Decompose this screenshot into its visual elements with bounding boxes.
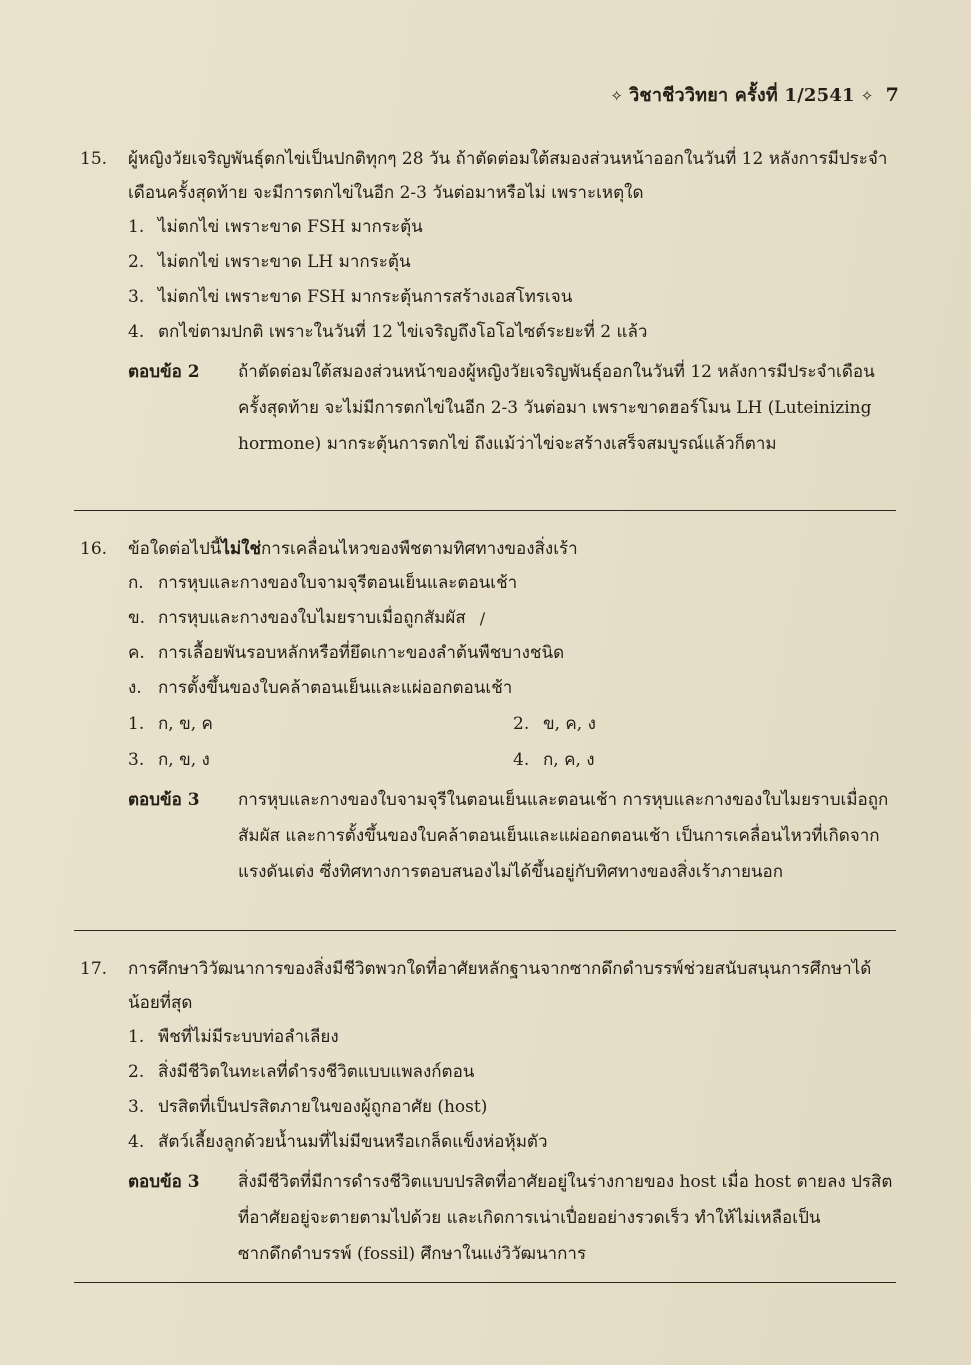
question-stem [80,532,895,566]
question-text: การศึกษาวิวัฒนาการของสิ่งมีชีวิตพวกใดที่อาศัยหลักฐานจากซากดึกดำบรรพ์ช่วยสนับสนุนการศึกษาได้น้อยที่สุด [128,959,872,1013]
choice-item [128,280,895,315]
choice-item [128,1125,895,1160]
question-stem [80,952,895,1020]
answer-explanation [128,782,895,890]
choice-text: พืชที่ไม่มีระบบท่อลำเลียง [158,1027,339,1047]
choice-item [128,742,513,778]
choice-item [513,742,813,778]
choice-text: ก, ข, ง [158,750,210,770]
answer-text: สิ่งมีชีวิตที่มีการดำรงชีวิตแบบปรสิตที่อาศัยอยู่ในร่างกายของ host เมื่อ host ตายลง ปรสิตที่อาศัยอยู่จะตายตามไปด้วย และเกิดการเน่าเปื่อยอย่างรวดเร็ว ทำให้ไม่เหลือเป็นซากดึกดำบรรพ์ (fossil) ศึกษาในแง่วิวัฒนาการ [238,1172,893,1264]
answer-text: การหุบและกางของใบจามจุรีในตอนเย็นและตอนเช้า การหุบและกางของใบไมยราบเมื่อถูกสัมผัส และการตั้งขึ้นของใบคล้าตอนเย็นและแผ่ออกตอนเช้า เป็นการเคลื่อนไหวที่เกิดจากแรงดันเต่ง ซึ่งทิศทางการตอบสนองไม่ได้ขึ้นอยู่กับทิศทางของสิ่งเร้าภายนอก [238,790,889,882]
choice-item [128,1020,895,1055]
choice-text: ตกไข่ตามปกติ เพราะในวันที่ 12 ไข่เจริญถึงโอโอไซต์ระยะที่ 2 แล้ว [158,322,648,342]
choice-number: 2. [128,1062,145,1082]
running-header [604,80,899,109]
choice-number: 2. [128,252,145,272]
question-number: 17. [80,959,108,979]
question-number: 15. [80,149,108,169]
question-text [128,532,895,566]
choice-text: ไม่ตกไข่ เพราะขาด FSH มากระตุ้นการสร้างเอสโทรเจน [158,287,573,307]
question-text-emphasis: ไม่ใช่ [221,539,261,559]
statement-item [128,636,895,671]
choice-item [128,1055,895,1090]
choice-item [513,706,813,742]
pencil-mark-icon: ∕ [479,609,486,628]
question-text: ผู้หญิงวัยเจริญพันธุ์ตกไข่เป็นปกติทุกๆ 28 วัน ถ้าตัดต่อมใต้สมองส่วนหน้าออกในวันที่ 12 หลังการมีประจำเดือนครั้งสุดท้าย จะมีการตกไข่ในอีก 2-3 วันต่อมาหรือไม่ เพราะเหตุใด [128,149,888,203]
choice-item [128,706,513,742]
question-number: 16. [80,539,108,559]
choice-number: 2. [513,714,530,734]
question-stem [80,142,895,210]
choice-text: ไม่ตกไข่ เพราะขาด LH มากระตุ้น [158,252,411,272]
choice-number: 4. [128,322,145,342]
statement-item [128,601,895,636]
header-title: วิชาชีววิทยา ครั้งที่ 1/2541 [629,85,855,106]
answer-explanation [128,1164,895,1272]
choice-text: ข, ค, ง [543,714,596,734]
question-16 [80,532,895,890]
choice-number: 3. [128,1097,145,1117]
answer-label: ตอบข้อ 3 [128,1172,200,1192]
page-number: 7 [885,84,899,106]
choice-number: 4. [128,1132,145,1152]
choice-text: ก, ค, ง [543,750,595,770]
choice-number: 3. [128,750,145,770]
statement-letter: ง. [128,678,142,698]
choice-number: 3. [128,287,145,307]
statement-item [128,566,895,601]
section-divider [74,510,896,511]
statement-letter: ข. [128,608,146,628]
choice-text: สัตว์เลี้ยงลูกด้วยน้ำนมที่ไม่มีขนหรือเกล็ดแข็งห่อหุ้มตัว [158,1132,548,1152]
choice-item [128,315,895,350]
section-divider [74,1282,896,1283]
statement-text: การตั้งขึ้นของใบคล้าตอนเย็นและแผ่ออกตอนเช้า [158,678,513,698]
choice-text: ปรสิตที่เป็นปรสิตภายในของผู้ถูกอาศัย (host) [158,1097,488,1117]
choice-number: 1. [128,217,145,237]
answer-text: ถ้าตัดต่อมใต้สมองส่วนหน้าของผู้หญิงวัยเจริญพันธุ์ออกในวันที่ 12 หลังการมีประจำเดือนครั้งสุดท้าย จะไม่มีการตกไข่ในอีก 2-3 วันต่อมา เพราะขาดฮอร์โมน LH (Luteinizing hormone) มากระตุ้นการตกไข่ ถึงแม้ว่าไข่จะสร้างเสร็จสมบูรณ์แล้วก็ตาม [238,362,875,454]
choice-number: 1. [128,1027,145,1047]
statement-letter: ค. [128,643,145,663]
choice-number: 4. [513,750,530,770]
choice-number: 1. [128,714,145,734]
choice-grid [128,706,895,778]
choice-text: สิ่งมีชีวิตในทะเลที่ดำรงชีวิตแบบแพลงก์ตอน [158,1062,475,1082]
diamond-ornament-left: ✧ [610,87,624,105]
statement-item [128,671,895,706]
diamond-ornament-right: ✧ [860,87,874,105]
choice-item [128,1090,895,1125]
statement-text: การเลื้อยพันรอบหลักหรือที่ยึดเกาะของลำต้นพืชบางชนิด [158,643,565,663]
question-17 [80,952,895,1272]
answer-label: ตอบข้อ 2 [128,362,200,382]
choice-text: ก, ข, ค [158,714,213,734]
choice-item [128,245,895,280]
answer-label: ตอบข้อ 3 [128,790,200,810]
question-15 [80,142,895,462]
choice-item [128,210,895,245]
question-text-prefix: ข้อใดต่อไปนี้ [128,539,222,559]
question-text-suffix: การเคลื่อนไหวของพืชตามทิศทางของสิ่งเร้า [261,539,578,559]
answer-explanation [128,354,895,462]
statement-text: การหุบและกางของใบจามจุรีตอนเย็นและตอนเช้า [158,573,518,593]
statement-text: การหุบและกางของใบไมยราบเมื่อถูกสัมผัส [158,608,466,628]
choice-text: ไม่ตกไข่ เพราะขาด FSH มากระตุ้น [158,217,423,237]
statement-letter: ก. [128,573,144,593]
section-divider [74,930,896,931]
